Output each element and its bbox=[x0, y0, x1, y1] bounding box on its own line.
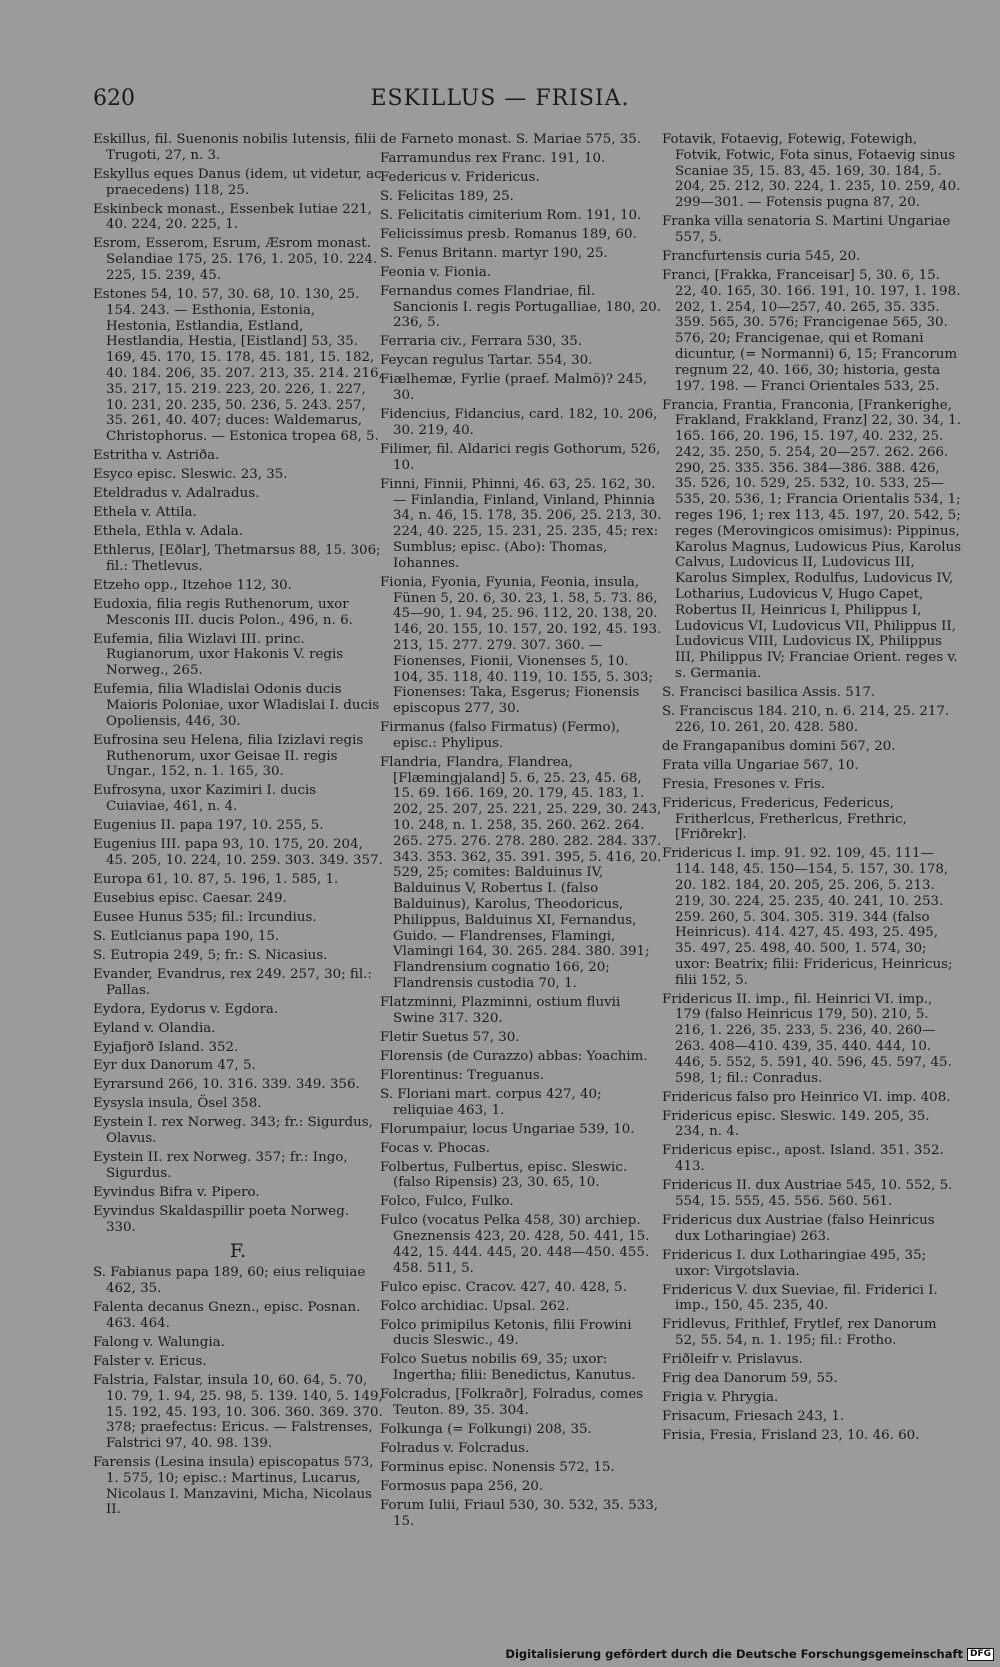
index-entry: Eskinbeck monast., Essenbek Iutiae 221, 40. 224, 20. 225, 1. bbox=[93, 201, 372, 233]
index-entry: Firmanus (falso Firmatus) (Fermo), episc.: Phylipus. bbox=[380, 720, 621, 751]
index-entry: Fridlevus, Frithlef, Frytlef, rex Danorum 52, 55. 54, n. 1. 195; fil.: Frotho. bbox=[662, 1317, 937, 1349]
dfg-logo: DFG bbox=[967, 1648, 994, 1661]
index-entry: Finni, Finnii, Phinni, 46. 63, 25. 162, 30. — Finlandia, Finland, Vinland, Phinnia 34, n. 46, 15. 178, 35. 206, 25. 213, 30. 224, 40. 225, 15. 231, 25. 235, 45; rex: Sumblus; episc. (Abo): Thomas, Iohannes. bbox=[380, 476, 662, 571]
index-entry: Forminus episc. Nonensis 572, 15. bbox=[380, 1459, 615, 1475]
index-entry: Falong v. Walungia. bbox=[93, 1334, 225, 1350]
index-entry: Folco primipilus Ketonis, filii Frowini ducis Sleswic., 49. bbox=[380, 1317, 632, 1349]
index-entry: Fridericus I. dux Lotharingiae 495, 35; uxor: Virgotslavia. bbox=[662, 1247, 927, 1279]
index-entry: Frata villa Ungariae 567, 10. bbox=[662, 757, 859, 773]
index-entry: Florumpaiur, locus Ungariae 539, 10. bbox=[380, 1121, 635, 1137]
index-entry: Franci, [Frakka, Franceisar] 5, 30. 6, 15. 22, 40. 165, 30. 166. 191, 10. 197, 1. 198. 202, 1. 254, 10—257, 40. 265, 35. 335. 359. 565, 30. 576; Francigenae 565, 30. 576, 20; Francigenae, qui et Romani dicuntur, (= Normanni) 6, 15; Francorum regnum 22, 40. 166, 30; historia, gesta 197. 198. — Franci Orientales 533, 25. bbox=[662, 267, 961, 394]
footer-text: Digitalisierung gefördert durch die Deutsche Forschungsgemeinschaft bbox=[505, 1647, 963, 1661]
index-entry: Eystein II. rex Norweg. 357; fr.: Ingo, Sigurdus. bbox=[93, 1150, 348, 1182]
index-entry: Frisia, Fresia, Frisland 23, 10. 46. 60. bbox=[662, 1428, 920, 1444]
index-entry: Folkunga (= Folkungi) 208, 35. bbox=[380, 1421, 592, 1437]
index-entry: Fridericus II. imp., fil. Heinrici VI. imp., 179 (falso Heinricus 179, 50). 210, 5. 216, 1. 226, 35. 233, 5. 236, 40. 260—263. 408—410. 439, 35. 440. 444, 10. 446, 5. 552, 5. 591, 40. 596, 45. 597, 45. 598, 1; fil.: Conradus. bbox=[662, 991, 952, 1086]
index-entry: Fernandus comes Flandriae, fil. Sancionis I. regis Portugalliae, 180, 20. 236, 5. bbox=[380, 283, 661, 331]
index-entry: Eufemia, filia Wizlavi III. princ. Rugianorum, uxor Hakonis V. regis Norweg., 265. bbox=[93, 631, 344, 679]
index-entry: Fulco episc. Cracov. 427, 40. 428, 5. bbox=[380, 1279, 627, 1295]
index-entry: Focas v. Phocas. bbox=[380, 1140, 491, 1156]
index-entry: Francfurtensis curia 545, 20. bbox=[662, 248, 861, 264]
index-entry: S. Eutropia 249, 5; fr.: S. Nicasius. bbox=[93, 947, 328, 963]
index-entry: Estones 54, 10. 57, 30. 68, 10. 130, 25. 154. 243. — Esthonia, Estonia, Hestonia, Estlandia, Estland, Hestlandia, Hestia, [Eistland] 53, 35. 169, 45. 170, 15. 178, 45. 181, 15. 182, 40. 184. 206, 35. 207. 213, 35. 214. 216, 35. 217, 15. 219. 223, 20. 226, 1. 227, 10. 231, 20. 235, 50. 236, 5. 243. 257, 35. 261, 40. 407; duces: Waldemarus, Christophorus. — Estonica tropea 68, 5. bbox=[93, 286, 383, 445]
index-entry: Fridericus episc., apost. Island. 351. 352. 413. bbox=[662, 1143, 944, 1175]
index-entry: Folco archidiac. Upsal. 262. bbox=[380, 1298, 570, 1314]
index-entry: Eyland v. Olandia. bbox=[93, 1020, 216, 1036]
index-entry: Eyvindus Bifra v. Pipero. bbox=[93, 1185, 260, 1200]
index-entry: Eteldradus v. Adalradus. bbox=[93, 486, 260, 502]
index-entry: Fulco (vocatus Pelka 458, 30) archiep. Gneznensis 423, 20. 428, 50. 441, 15. 442, 15. 444. 445, 20. 448—450. 455. 458. 511, 5. bbox=[380, 1213, 650, 1276]
index-entry: Falstria, Falstar, insula 10, 60. 64, 5. 70, 10. 79, 1. 94, 25. 98, 5. 139. 140, 5. 149, 15. 192, 45. 193, 10. 306. 360. 369. 370. 378; praefectus: Ericus. — Falstrenses, Falstrici 97, 40. 98. 139. bbox=[93, 1372, 383, 1452]
index-entry: Eufrosina seu Helena, filia Izizlavi regis Ruthenorum, uxor Geisae II. regis Ungar., 152, n. 1. 165, 30. bbox=[93, 732, 364, 780]
index-entry: S. Eutlcianus papa 190, 15. bbox=[93, 928, 280, 944]
index-entry: Eystein I. rex Norweg. 343; fr.: Sigurdus, Olavus. bbox=[93, 1115, 373, 1147]
footer-credit bbox=[505, 1647, 994, 1661]
index-entry: Etzeho opp., Itzehoe 112, 30. bbox=[93, 577, 292, 593]
index-entry: Feycan regulus Tartar. 554, 30. bbox=[380, 353, 593, 369]
index-entry: Fiælhemæ, Fyrlie (praef. Malmö)? 245, 30. bbox=[380, 372, 648, 404]
index-entry: Farensis (Lesina insula) episcopatus 573, 1. 575, 10; episc.: Martinus, Lucarus, Nicolaus I. Manzavini, Micha, Nicolaus II. bbox=[93, 1455, 374, 1518]
index-entry: Franka villa senatoria S. Martini Ungariae 557, 5. bbox=[662, 214, 951, 245]
index-entry: Friðleifr v. Prislavus. bbox=[662, 1352, 803, 1368]
index-entry: Eysysla insula, Ösel 358. bbox=[93, 1096, 262, 1112]
index-column-1 bbox=[93, 132, 383, 1521]
index-entry: Eusee Hunus 535; fil.: Ircundius. bbox=[93, 909, 317, 925]
index-entry: Eyr dux Danorum 47, 5. bbox=[93, 1058, 256, 1074]
index-entry: S. Fabianus papa 189, 60; eius reliquiae 462, 35. bbox=[93, 1265, 366, 1297]
index-entry: Esrom, Esserom, Esrum, Æsrom monast. Selandiae 175, 25. 176, 1. 205, 10. 224. 225, 15. 239, 45. bbox=[93, 236, 378, 283]
index-entry: Fridericus episc. Sleswic. 149. 205, 35. 234, n. 4. bbox=[662, 1108, 930, 1140]
index-entry: Farramundus rex Franc. 191, 10. bbox=[380, 150, 606, 166]
index-entry: Falenta decanus Gnezn., episc. Posnan. 463. 464. bbox=[93, 1300, 361, 1331]
index-entry: Fidencius, Fidancius, card. 182, 10. 206, 30. 219, 40. bbox=[380, 407, 658, 438]
index-entry: Folcradus, [Folkraðr], Folradus, comes Teuton. 89, 35. 304. bbox=[380, 1387, 644, 1418]
index-entry: S. Francisci basilica Assis. 517. bbox=[662, 685, 876, 701]
section-letter: F. bbox=[229, 1239, 247, 1262]
index-entry: Feonia v. Fionia. bbox=[380, 264, 491, 280]
index-entry: Folco Suetus nobilis 69, 35; uxor: Ingertha; filii: Benedictus, Kanutus. bbox=[380, 1352, 636, 1384]
index-entry: Flatzminni, Plazminni, ostium fluvii Swine 317. 320. bbox=[380, 995, 621, 1026]
index-entry: Eydora, Eydorus v. Egdora. bbox=[93, 1001, 279, 1017]
index-entry: Eufrosyna, uxor Kazimiri I. ducis Cuiaviae, 461, n. 4. bbox=[93, 783, 317, 815]
index-entry: Forum Iulii, Friaul 530, 30. 532, 35. 533, 15. bbox=[380, 1497, 659, 1529]
index-entry: Eyvindus Skaldaspillir poeta Norweg. 330. bbox=[93, 1203, 350, 1235]
index-column-2 bbox=[380, 132, 662, 1533]
index-entry: Fridericus dux Austriae (falso Heinricus dux Lotharingiae) 263. bbox=[662, 1212, 935, 1244]
running-head: ESKILLUS — FRISIA. bbox=[370, 86, 630, 111]
index-entry: S. Franciscus 184. 210, n. 6. 214, 25. 217. 226, 10. 261, 20. 428. 580. bbox=[662, 704, 950, 735]
index-entry: de Frangapanibus domini 567, 20. bbox=[662, 738, 896, 754]
index-entry: Eugenius III. papa 93, 10. 175, 20. 204, 45. 205, 10. 224, 10. 259. 303. 349. 357. bbox=[93, 837, 383, 868]
index-entry: Formosus papa 256, 20. bbox=[380, 1478, 544, 1494]
index-entry: Fridericus I. imp. 91. 92. 109, 45. 111—114. 148, 45. 150—154, 5. 157, 30. 178, 20. 182. 184, 20. 205, 25. 206, 5. 213. 219, 30. 224, 25. 235, 40. 241, 10. 253. 259. 260, 5. 304. 305. 319. 344 (falso Heinricus). 414. 427, 45. 493, 25. 495, 35. 497, 25. 498, 40. 500, 1. 574, 30; uxor: Beatrix; filii: Fridericus, Heinricus; filii 152, 5. bbox=[662, 846, 953, 988]
index-entry: Eskyllus eques Danus (idem, ut videtur, ac praecedens) 118, 25. bbox=[93, 166, 382, 198]
index-entry: Ethela, Ethla v. Adala. bbox=[93, 524, 244, 540]
index-entry: Felicissimus presb. Romanus 189, 60. bbox=[380, 226, 637, 242]
index-entry: Fridericus falso pro Heinrico VI. imp. 408. bbox=[662, 1089, 951, 1105]
index-entry: Esyco episc. Sleswic. 23, 35. bbox=[93, 467, 288, 483]
index-entry: Folbertus, Fulbertus, episc. Sleswic. (falso Ripensis) 23, 30. 65, 10. bbox=[380, 1159, 628, 1191]
index-entry: Fridericus V. dux Sueviae, fil. Friderici I. imp., 150, 45. 235, 40. bbox=[662, 1282, 938, 1314]
index-entry: Francia, Frantia, Franconia, [Frankerighe, Frakland, Frakkland, Franz] 22, 30. 34, 1. 165. 166, 20. 196, 15. 197, 40. 232, 25. 242, 35. 250, 5. 254, 20—257. 262. 266. 290, 25. 335. 356. 384—386. 388. 426, 35. 526, 10. 529, 25. 532, 10. 533, 25—535, 20. 536, 1; Francia Orientalis 534, 1; reges 196, 1; rex 113, 45. 197, 20. 542, 5; reges (Merovingicos omisimus): Pippinus, Karolus Magnus, Ludowicus Pius, Karolus Calvus, Ludovicus II, Ludovicus III, Karolus Simplex, Rodulfus, Ludovicus IV, Lotharius, Ludovicus V, Hugo Capet, Robertus II, Heinricus I, Philippus I, Ludovicus VI, Ludovicus VII, Philippus II, Ludovicus VIII, Ludovicus IX, Philippus III, Philippus IV; Franciae Orient. reges v. s. Germania. bbox=[662, 397, 962, 682]
index-entry: Frig dea Danorum 59, 55. bbox=[662, 1371, 838, 1387]
index-entry: S. Floriani mart. corpus 427, 40; reliquiae 463, 1. bbox=[380, 1086, 602, 1118]
index-entry: S. Fenus Britann. martyr 190, 25. bbox=[380, 245, 608, 261]
index-entry: S. Felicitatis cimiterium Rom. 191, 10. bbox=[380, 207, 642, 223]
index-entry: Filimer, fil. Aldarici regis Gothorum, 526, 10. bbox=[380, 441, 661, 473]
index-entry: Eugenius II. papa 197, 10. 255, 5. bbox=[93, 818, 324, 834]
index-entry: Ethela v. Attila. bbox=[93, 505, 197, 521]
index-entry: Eyjafjorð Island. 352. bbox=[93, 1039, 239, 1055]
index-entry: Fridericus II. dux Austriae 545, 10. 552, 5. 554, 15. 555, 45. 556. 560. 561. bbox=[662, 1178, 953, 1209]
index-entry: Eskillus, fil. Suenonis nobilis Iutensis, filii Trugoti, 27, n. 3. bbox=[93, 132, 377, 163]
index-entry: Eusebius episc. Caesar. 249. bbox=[93, 890, 287, 906]
index-entry: Frisacum, Friesach 243, 1. bbox=[662, 1409, 845, 1425]
index-column-3 bbox=[662, 132, 962, 1447]
index-entry: Falster v. Ericus. bbox=[93, 1353, 207, 1369]
index-entry: de Farneto monast. S. Mariae 575, 35. bbox=[380, 132, 642, 147]
index-entry: Fletir Suetus 57, 30. bbox=[380, 1029, 520, 1045]
index-entry: Eufemia, filia Wladislai Odonis ducis Maioris Poloniae, uxor Wladislai I. ducis Opoliensis, 446, 30. bbox=[93, 682, 380, 729]
index-entry: Estritha v. Astriða. bbox=[93, 448, 220, 464]
index-entry: Eudoxia, filia regis Ruthenorum, uxor Mesconis III. ducis Polon., 496, n. 6. bbox=[93, 596, 353, 628]
index-entry: Europa 61, 10. 87, 5. 196, 1. 585, 1. bbox=[93, 871, 339, 887]
index-entry: Fridericus, Fredericus, Federicus, Fritherlcus, Fretherlcus, Frethric, [Friðrekr]. bbox=[662, 795, 907, 843]
index-entry: Folradus v. Folcradus. bbox=[380, 1440, 530, 1456]
index-entry: Folco, Fulco, Fulko. bbox=[380, 1194, 514, 1210]
index-entry: Frigia v. Phrygia. bbox=[662, 1390, 779, 1406]
index-entry: Florentinus: Treguanus. bbox=[380, 1067, 544, 1083]
index-entry: Fionia, Fyonia, Fyunia, Feonia, insula, Fünen 5, 20. 6, 30. 23, 1. 58, 5. 73. 86, 45—90, 1. 94, 25. 96. 112, 20. 138, 20. 146, 20. 155, 10. 157, 20. 192, 45. 193. 213, 15. 277. 279. 307. 360. — Fionenses, Fionii, Vionenses 5, 10. 104, 35. 118, 40. 119, 10. 155, 5. 303; Fionenses: Taka, Esgerus; Fionensis episcopus 277, 30. bbox=[380, 574, 662, 717]
index-entry: Ethlerus, [Eðlar], Thetmarsus 88, 15. 306; fil.: Thetlevus. bbox=[93, 543, 381, 574]
index-entry: Federicus v. Fridericus. bbox=[380, 169, 540, 185]
index-entry: Evander, Evandrus, rex 249. 257, 30; fil.: Pallas. bbox=[93, 966, 372, 998]
index-entry: Fotavik, Fotaevig, Fotewig, Fotewigh, Fotvik, Fotwic, Fota sinus, Fotaevig sinus Scaniae 35, 15. 83, 45. 169, 30. 184, 5. 204, 25. 212, 30. 224, 1. 235, 10. 259, 40. 299—301. — Fotensis pugna 87, 20. bbox=[662, 132, 961, 211]
index-entry: Fresia, Fresones v. Fris. bbox=[662, 776, 826, 792]
index-entry: Florensis (de Curazzo) abbas: Yoachim. bbox=[380, 1048, 648, 1064]
index-entry: S. Felicitas 189, 25. bbox=[380, 188, 514, 204]
page-number: 620 bbox=[93, 86, 135, 111]
index-entry: Eyrarsund 266, 10. 316. 339. 349. 356. bbox=[93, 1077, 360, 1093]
index-entry: Ferraria civ., Ferrara 530, 35. bbox=[380, 334, 582, 350]
index-entry: Flandria, Flandra, Flandrea, [Flæmingjaland] 5. 6, 25. 23, 45. 68, 15. 69. 166. 169, 20. 179, 45. 183, 1. 202, 25. 207, 25. 221, 25. 229, 30. 243, 10. 248, n. 1. 258, 35. 260. 262. 264. 265. 275. 276. 278. 280. 282. 284. 337. 343. 353. 362, 35. 391. 395, 5. 416, 20. 529, 25; comites: Balduinus IV, Balduinus V, Robertus I. (falso Balduinus), Karolus, Theodoricus, Philippus, Balduinus XI, Fernandus, Guido. — Flandrenses, Flamingi, Vlamingi 164, 30. 265. 284. 380. 391; Flandrensium cognatio 166, 20; Flandrensis custodia 70, 1. bbox=[380, 754, 662, 992]
